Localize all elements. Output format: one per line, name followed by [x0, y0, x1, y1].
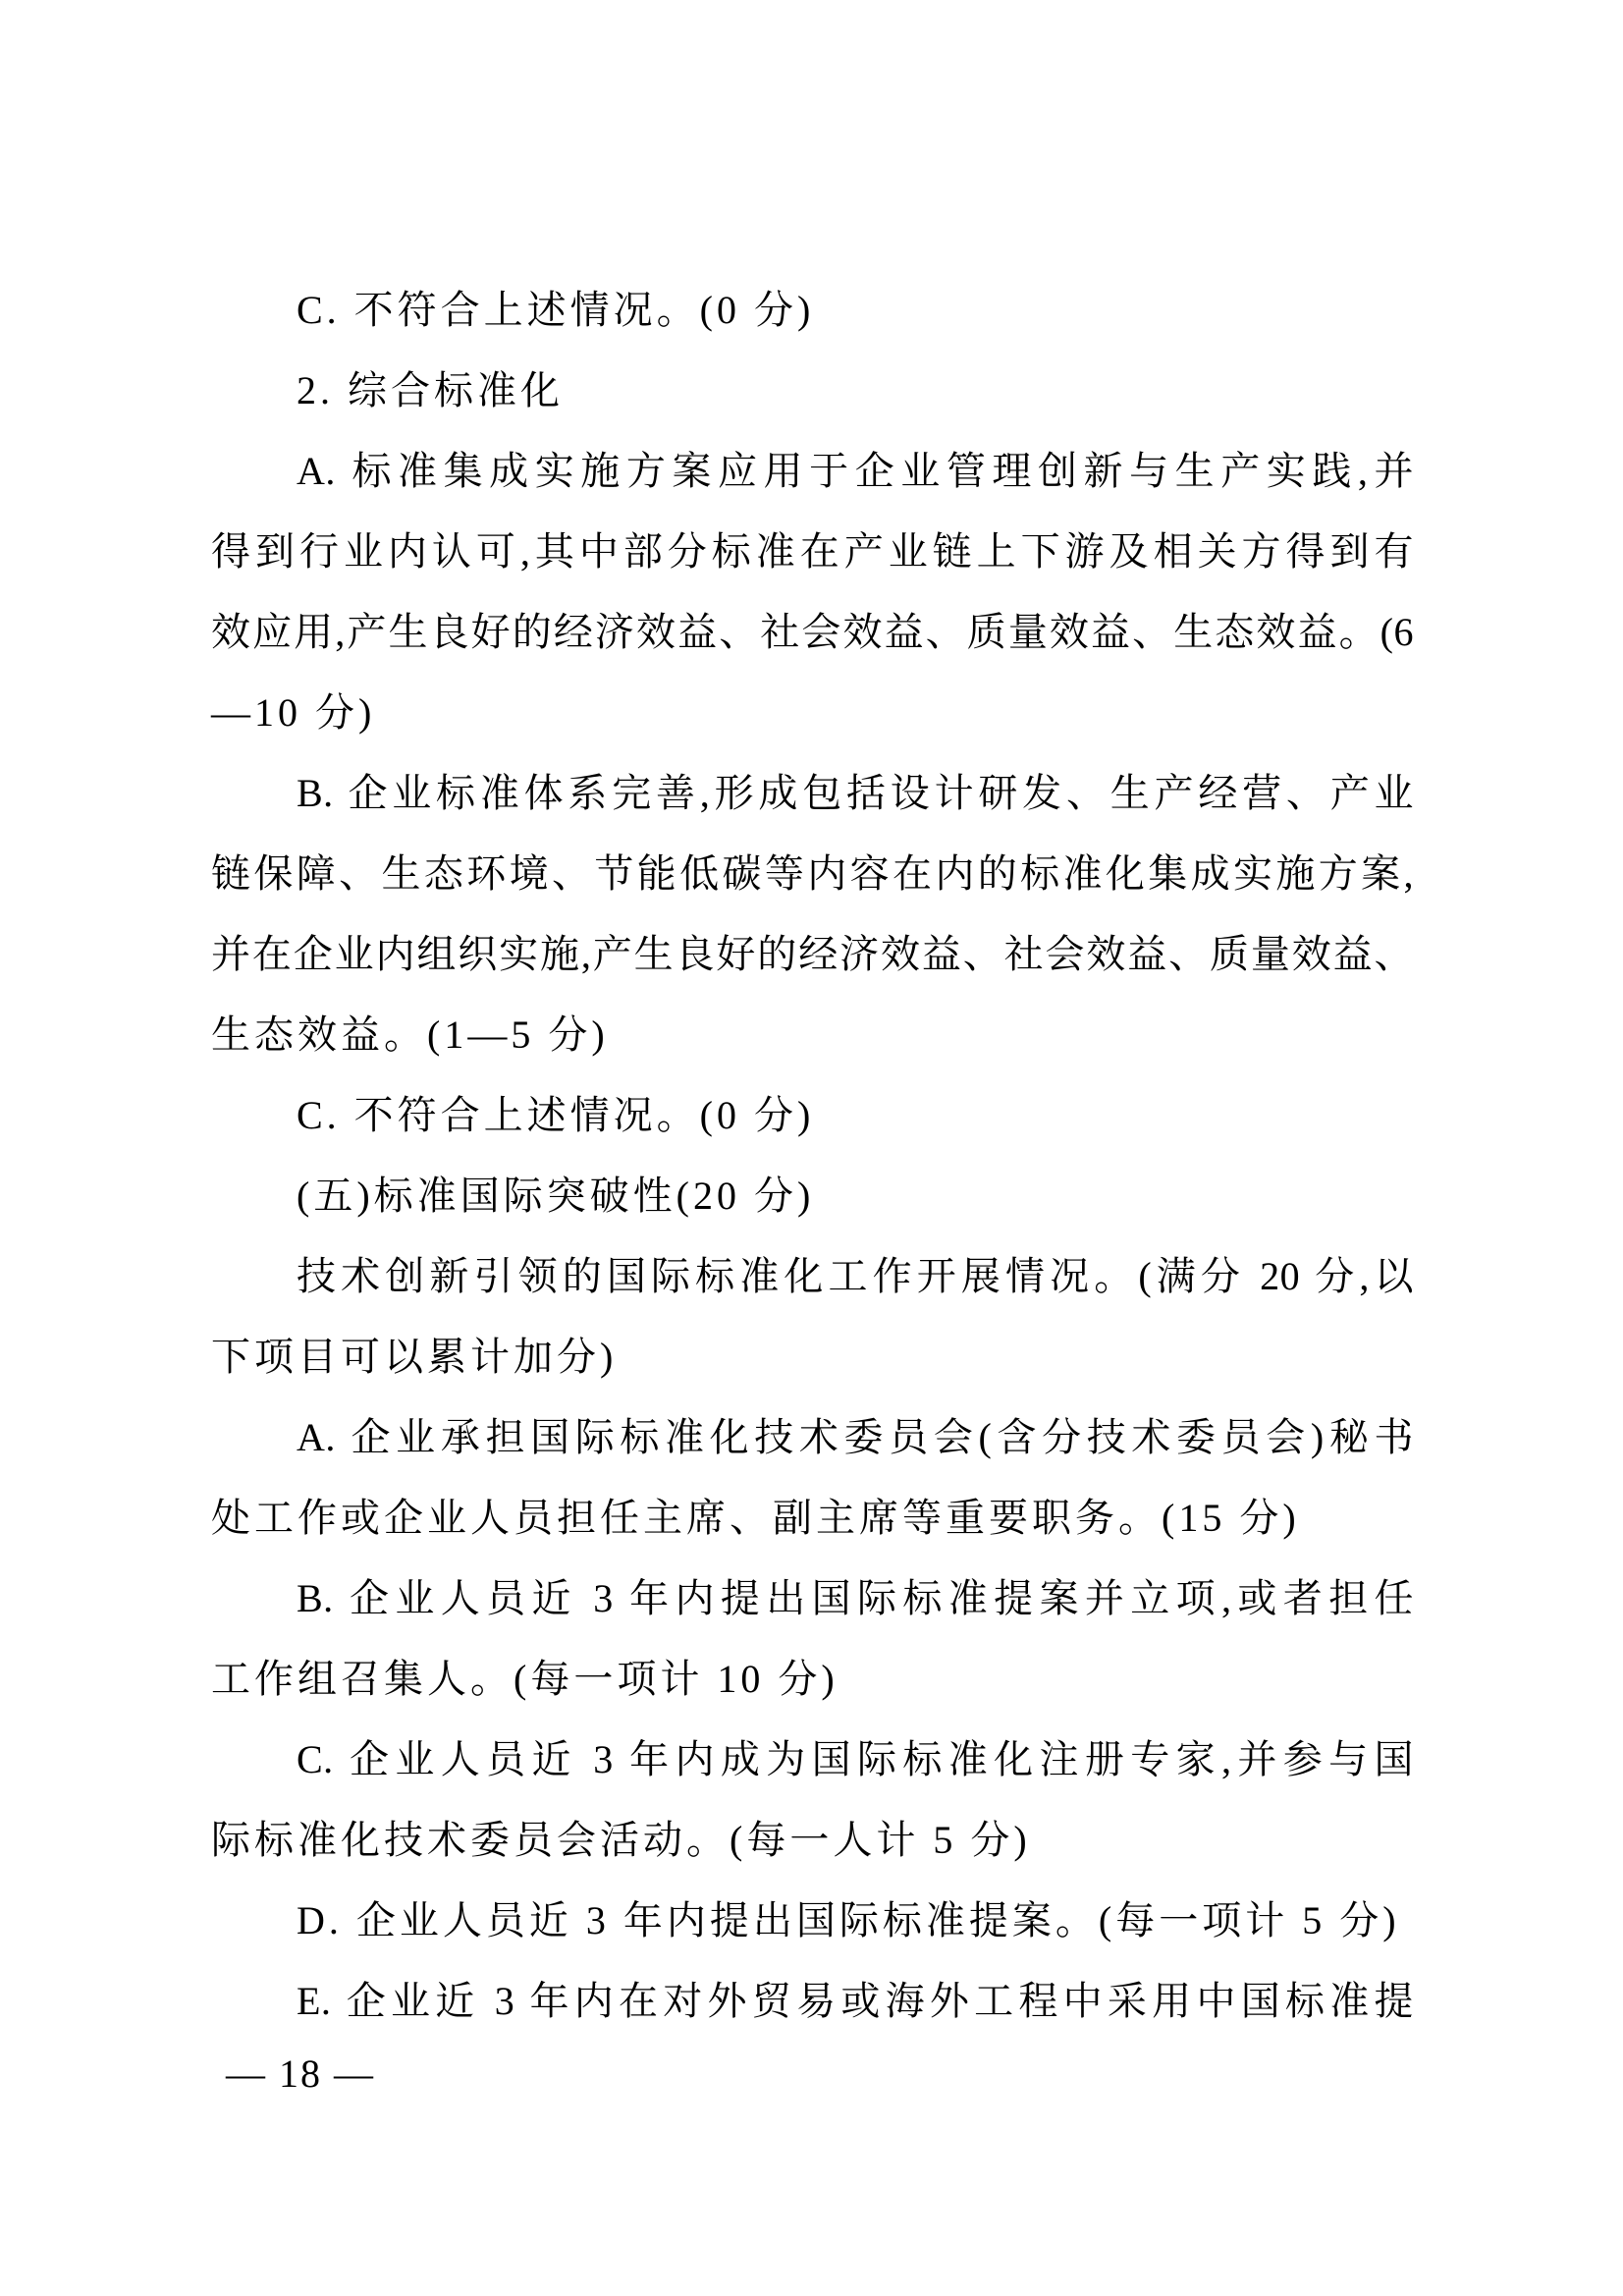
text-line: 效应用,产生良好的经济效益、社会效益、质量效益、生态效益。(6	[211, 610, 1414, 654]
text-line: 技术创新引领的国际标准化工作开展情况。(满分 20 分,以	[297, 1254, 1414, 1298]
text-line: 并在企业内组织实施,产生良好的经济效益、社会效益、质量效益、	[211, 932, 1414, 976]
text-line: C. 企业人员近 3 年内成为国际标准化注册专家,并参与国	[297, 1737, 1414, 1781]
text-line: C. 不符合上述情况。(0 分)	[297, 288, 815, 332]
text-line: 工作组召集人。(每一项计 10 分)	[211, 1657, 839, 1701]
text-line: (五)标准国际突破性(20 分)	[297, 1174, 815, 1218]
text-line: —10 分)	[211, 690, 376, 735]
text-line: B. 企业人员近 3 年内提出国际标准提案并立项,或者担任	[297, 1576, 1414, 1620]
text-line: 际标准化技术委员会活动。(每一人计 5 分)	[211, 1818, 1031, 1862]
text-line: 处工作或企业人员担任主席、副主席等重要职务。(15 分)	[211, 1496, 1300, 1540]
text-line: A. 企业承担国际标准化技术委员会(含分技术委员会)秘书	[297, 1415, 1414, 1459]
text-line: E. 企业近 3 年内在对外贸易或海外工程中采用中国标准提	[297, 1979, 1414, 2023]
text-line: A. 标准集成实施方案应用于企业管理创新与生产实践,并	[297, 449, 1414, 493]
page-number: — 18 —	[226, 2051, 375, 2096]
text-line: 2. 综合标准化	[297, 368, 564, 412]
text-line: B. 企业标准体系完善,形成包括设计研发、生产经营、产业	[297, 771, 1414, 815]
text-line: 生态效益。(1—5 分)	[211, 1012, 609, 1057]
text-line: 得到行业内认可,其中部分标准在产业链上下游及相关方得到有	[211, 529, 1414, 574]
text-line: D. 企业人员近 3 年内提出国际标准提案。(每一项计 5 分)	[297, 1898, 1400, 1942]
text-line: C. 不符合上述情况。(0 分)	[297, 1093, 815, 1137]
text-line: 下项目可以累计加分)	[211, 1335, 618, 1379]
text-line: 链保障、生态环境、节能低碳等内容在内的标准化集成实施方案,	[211, 851, 1414, 896]
document-text-block	[211, 270, 1414, 2042]
